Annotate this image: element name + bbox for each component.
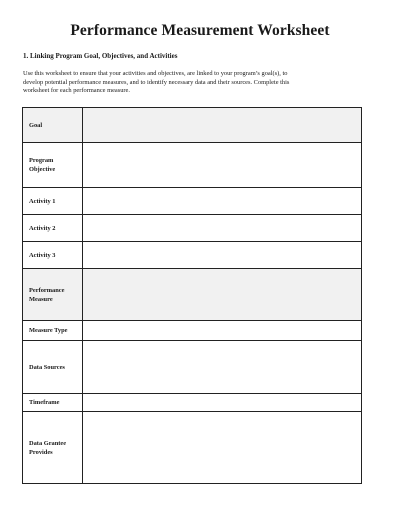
- row-label-text: Data Grantee: [29, 439, 67, 447]
- row-performance-measure: [23, 269, 362, 321]
- row-label-text: Objective: [29, 166, 56, 173]
- row-label-text: Data Sources: [29, 363, 65, 371]
- row-label-goal: [23, 108, 83, 143]
- row-label-data-grantee-provides: [23, 412, 83, 484]
- entry-field-activity-3[interactable]: [83, 242, 362, 269]
- row-label-text: Provides: [29, 448, 53, 456]
- intro-line: Use this worksheet to ensure that your activities and objectives, are linked to your program’s goal(s), to: [23, 70, 288, 77]
- intro-line: worksheet for each performance measure.: [23, 87, 130, 95]
- row-data-sources: [23, 341, 362, 394]
- row-label-measure-type: [23, 321, 83, 341]
- intro-paragraph: [23, 70, 368, 96]
- row-label-data-sources: [23, 341, 83, 394]
- worksheet-table: [22, 107, 362, 484]
- row-label-timeframe: [23, 394, 83, 412]
- entry-field-program-objective[interactable]: [83, 143, 362, 188]
- entry-field-goal[interactable]: [83, 108, 362, 143]
- entry-field-measure-type[interactable]: [83, 321, 362, 341]
- row-label-text: Activity 2: [29, 224, 56, 232]
- row-label-text: Timeframe: [29, 399, 60, 406]
- row-activity-2: [23, 215, 362, 242]
- entry-field-activity-1[interactable]: [83, 188, 362, 215]
- row-label-text: Activity 3: [29, 251, 56, 259]
- row-label-text: Program: [29, 157, 54, 164]
- row-label-program-objective: [23, 143, 83, 188]
- section-heading: 1. Linking Program Goal, Objectives, and Activities: [23, 52, 178, 60]
- row-label-performance-measure: [23, 269, 83, 321]
- row-label-text: Measure Type: [29, 327, 68, 334]
- row-activity-3: [23, 242, 362, 269]
- row-label-text: Activity 1: [29, 197, 56, 205]
- row-label-text: Performance: [29, 286, 65, 294]
- row-data-grantee-provides: [23, 412, 362, 484]
- row-label-text: Goal: [29, 121, 43, 129]
- entry-field-performance-measure[interactable]: [83, 269, 362, 321]
- entry-field-activity-2[interactable]: [83, 215, 362, 242]
- row-measure-type: [23, 321, 362, 341]
- entry-field-data-grantee-provides[interactable]: [83, 412, 362, 484]
- page-title: Performance Measurement Worksheet: [70, 22, 330, 39]
- entry-field-data-sources[interactable]: [83, 341, 362, 394]
- row-activity-1: [23, 188, 362, 215]
- row-label-activity-1: [23, 188, 83, 215]
- row-label-activity-2: [23, 215, 83, 242]
- row-label-text: Measure: [29, 295, 53, 303]
- row-label-activity-3: [23, 242, 83, 269]
- intro-line: develop potential performance measures, and to identify necessary data and their sources. Complete this: [23, 78, 290, 86]
- row-goal: [23, 108, 362, 143]
- row-program-objective: [23, 143, 362, 188]
- entry-field-timeframe[interactable]: [83, 394, 362, 412]
- row-timeframe: [23, 394, 362, 412]
